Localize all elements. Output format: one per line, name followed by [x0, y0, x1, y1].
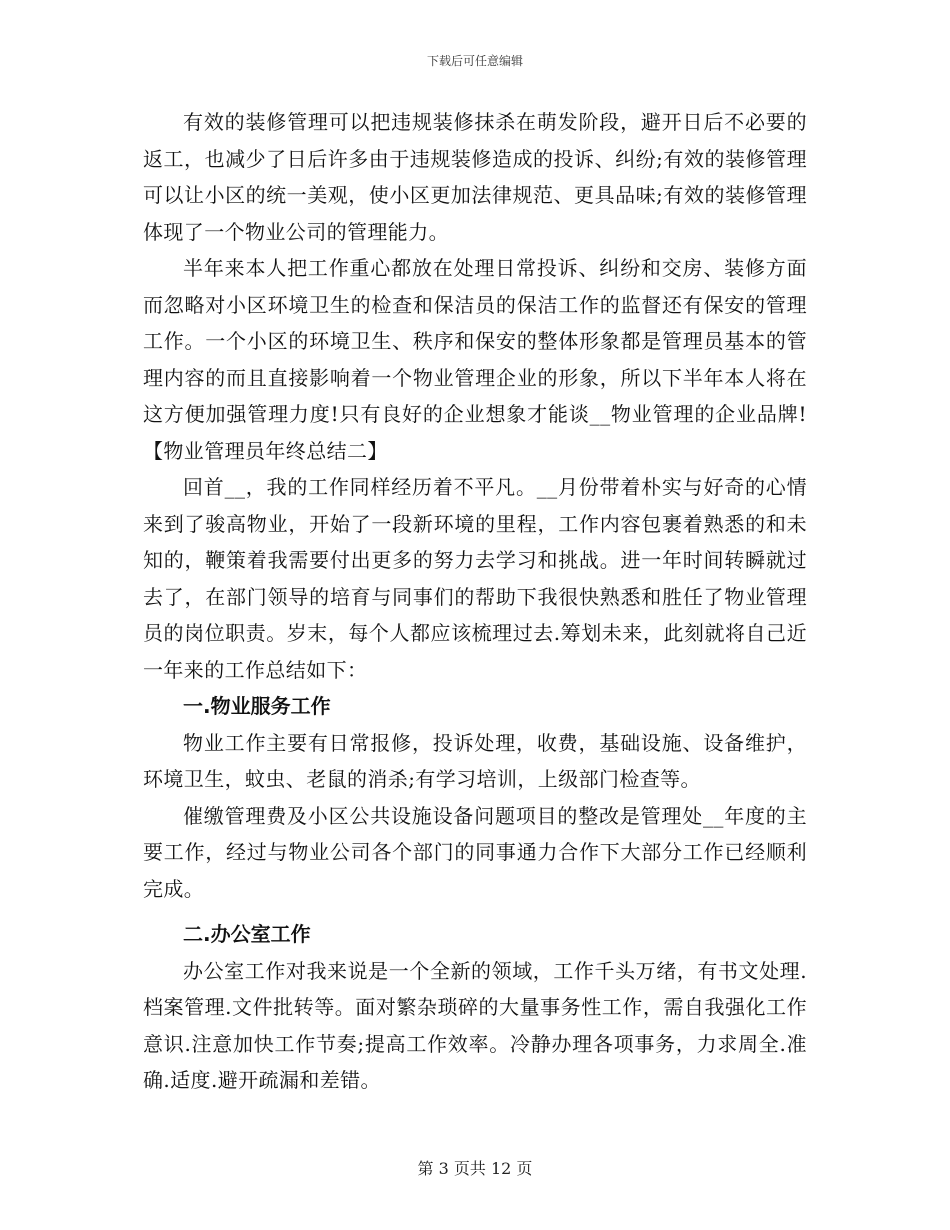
- paragraph-fee-collection: 催缴管理费及小区公共设施设备问题项目的整改是管理处__年度的主要工作，经过与物业公司各个部门的同事通力合作下大部分工作已经顺利完成。: [143, 803, 807, 901]
- paragraph-office-work: 办公室工作对我来说是一个全新的领域，工作千头万绪，有书文处理.档案管理.文件批转等。面对繁杂琐碎的大量事务性工作，需自我强化工作意识.注意加快工作节奏;提高工作效率。冷静办理各项事务，力求周全.准确.适度.避开疏漏和差错。: [143, 958, 807, 1092]
- paragraph-half-year-review: 半年来本人把工作重心都放在处理日常投诉、纠纷和交房、装修方面而忽略对小区环境卫生的检查和保洁员的保洁工作的监督还有保安的管理工作。一个小区的环境卫生、秩序和保安的整体形象都是管理员基本的管理内容的而且直接影响着一个物业管理企业的形象，所以下半年本人将在这方便加强管理力度!只有良好的企业想象才能谈__物业管理的企业品牌!【物业管理员年终总结二】: [143, 256, 807, 463]
- section-heading-property-service: 一.物业服务工作: [183, 694, 331, 718]
- paragraph-decoration-management: 有效的装修管理可以把违规装修抹杀在萌发阶段，避开日后不必要的返工，也减少了日后许多由于违规装修造成的投诉、纠纷;有效的装修管理可以让小区的统一美观，使小区更加法律规范、更具品味;有效的装修管理体现了一个物业公司的管理能力。: [143, 110, 807, 244]
- paragraph-property-service-tasks: 物业工作主要有日常报修，投诉处理，收费，基础设施、设备维护，环境卫生，蚊虫、老鼠的消杀;有学习培训，上级部门检查等。: [143, 730, 807, 791]
- page-number: 第 3 页共 12 页: [417, 1159, 533, 1178]
- paragraph-year-review-intro: 回首__，我的工作同样经历着不平凡。__月份带着朴实与好奇的心情来到了骏高物业，开始了一段新环境的里程，工作内容包裹着熟悉的和未知的，鞭策着我需要付出更多的努力去学习和挑战。进一年时间转瞬就过去了，在部门领导的培育与同事们的帮助下我很快熟悉和胜任了物业管理员的岗位职责。岁末，每个人都应该梳理过去.筹划未来，此刻就将自己近一年来的工作总结如下：: [143, 475, 807, 682]
- document-body: [143, 104, 807, 1099]
- section-heading-office-work: 二.办公室工作: [183, 922, 311, 946]
- page-header-note: 下载后可任意编辑: [426, 54, 523, 68]
